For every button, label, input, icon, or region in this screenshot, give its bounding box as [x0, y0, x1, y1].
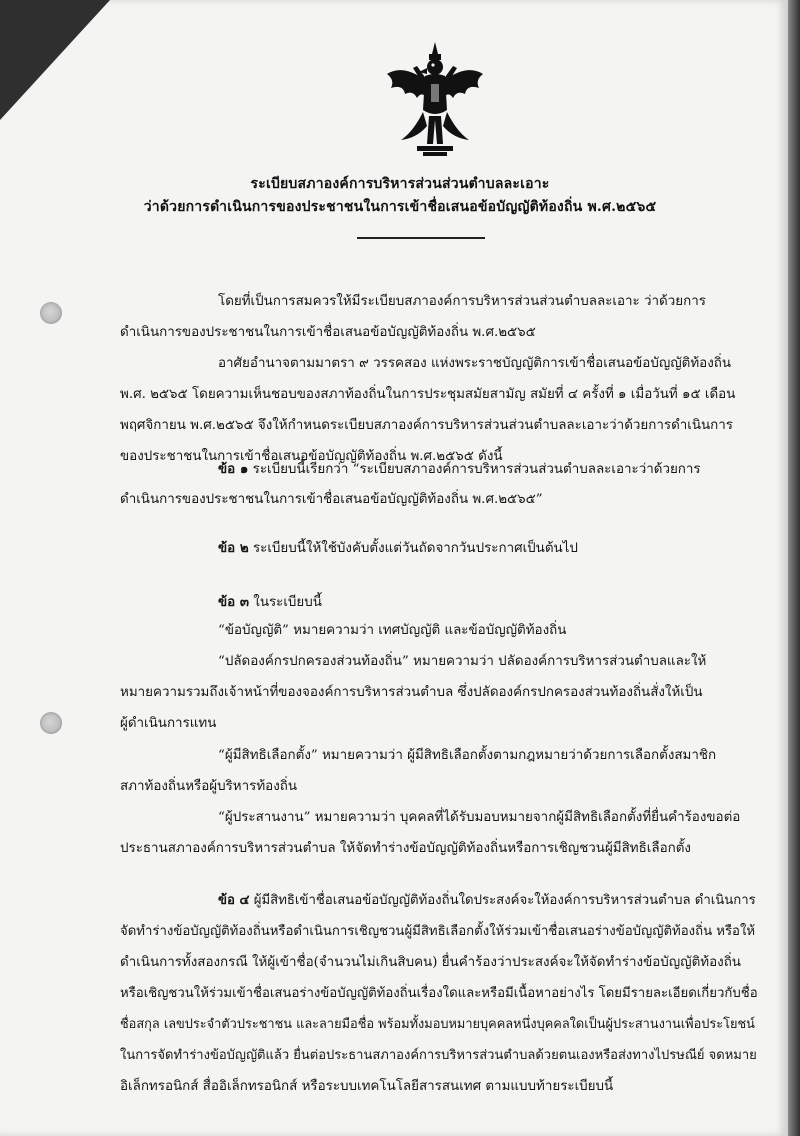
- definition-line: “ปลัดองค์กรปกครองส่วนท้องถิ่น” หมายความว่า ปลัดองค์การบริหารส่วนตำบลและให้: [218, 654, 707, 669]
- preamble-line: พฤศจิกายน พ.ศ.๒๕๖๕ จึงให้กำหนดระเบียบสภาองค์การบริหารส่วนส่วนตำบลละเอาะว่าด้วยการดำเนินการ: [120, 418, 734, 433]
- preamble-line: ดำเนินการของประชาชนในการเข้าชื่อเสนอข้อบัญญัติท้องถิ่น พ.ศ.๒๕๖๕: [120, 325, 536, 340]
- scan-edge: [788, 0, 800, 1136]
- clause-2: [218, 539, 578, 558]
- clause-4-line: ในการจัดทำร่างข้อบัญญัติแล้ว ยื่นต่อประธานสภาองค์การบริหารส่วนตำบลด้วยตนเองหรือส่งทางไปรษณีย์ จดหมาย: [120, 1048, 757, 1063]
- clause-3-text: ในระเบียบนี้: [253, 595, 322, 610]
- document-title: ระเบียบสภาองค์การบริหารส่วนส่วนตำบลละเอาะ: [250, 176, 550, 192]
- folded-corner: [0, 0, 110, 120]
- definition-line: ประธานสภาองค์การบริหารส่วนตำบล ให้จัดทำร่างข้อบัญญัติท้องถิ่นหรือการเชิญชวนผู้มีสิทธิเลือกตั้ง: [120, 841, 691, 856]
- definition-line: “ผู้มีสิทธิเลือกตั้ง” หมายความว่า ผู้มีสิทธิเลือกตั้งตามกฎหมายว่าด้วยการเลือกตั้งสมาชิก: [218, 748, 717, 763]
- clause-2-label: ข้อ ๒: [218, 540, 249, 556]
- definition-line: สภาท้องถิ่นหรือผู้บริหารท้องถิ่น: [120, 779, 297, 794]
- clause-4-line: ดำเนินการทั้งสองกรณี ให้ผู้เข้าชื่อ(จำนวนไม่เกินสิบคน) ยื่นคำร้องว่าประสงค์จะให้จัดทำร่างข้อบัญญัติท้องถิ่น: [120, 955, 741, 970]
- punch-hole: [40, 712, 62, 734]
- clause-4-label: ข้อ ๔: [218, 893, 250, 908]
- preamble-line: โดยที่เป็นการสมควรให้มีระเบียบสภาองค์การบริหารส่วนส่วนตำบลละเอาะ ว่าด้วยการ: [218, 294, 706, 309]
- clause-3-label: ข้อ ๓: [218, 594, 250, 610]
- clause-1-label: ข้อ ๑: [218, 461, 249, 477]
- clause-4-line: จัดทำร่างข้อบัญญัติท้องถิ่นหรือดำเนินการเชิญชวนผู้มีสิทธิเลือกตั้งให้ร่วมเข้าชื่อเสนอร่างข้อบัญญัติท้องถิ่น หรือให้: [120, 924, 756, 939]
- definition-line: หมายความรวมถึงเจ้าหน้าที่ของจองค์การบริหารส่วนตำบล ซึ่งปลัดองค์กรปกครองส่วนท้องถิ่นสั่งให้เป็น: [120, 685, 703, 700]
- preamble-line: พ.ศ. ๒๕๖๕ โดยความเห็นชอบของสภาท้องถิ่นในการประชุมสมัยสามัญ สมัยที่ ๔ ครั้งที่ ๑ เมื่อวันที่ ๑๕ เดือน: [120, 387, 736, 402]
- clause-1-text: ระเบียบนี้เรียกว่า “ระเบียบสภาองค์การบริหารส่วนส่วนตำบลละเอาะว่าด้วยการ: [252, 462, 701, 477]
- clause-3: [218, 593, 322, 612]
- punch-hole: [40, 302, 62, 324]
- definition-line: “ผู้ประสานงาน” หมายความว่า บุคคลที่ได้รับมอบหมายจากผู้มีสิทธิเลือกตั้งที่ยื่นคำร้องขอต่อ: [218, 810, 741, 825]
- clause-1-continued: ดำเนินการของประชาชนในการเข้าชื่อเสนอข้อบัญญัติท้องถิ่น พ.ศ.๒๕๖๕”: [120, 492, 543, 507]
- definition-line: “ข้อบัญญัติ” หมายความว่า เทศบัญญัติ และข้อบัญญัติท้องถิ่น: [218, 623, 567, 638]
- clause-4-line: อิเล็กทรอนิกส์ สื่ออิเล็กทรอนิกส์ หรือระบบเทคโนโลยีสารสนเทศ ตามแบบท้ายระเบียบนี้: [120, 1079, 614, 1094]
- garuda-emblem-icon: [383, 40, 487, 160]
- clause-4-line: ชื่อสกุล เลขประจำตัวประชาชน และลายมือชื่อ พร้อมทั้งมอบหมายบุคคลหนึ่งบุคคลใดเป็นผู้ประสานงานเพื่อประโยชน์: [120, 1017, 755, 1032]
- preamble-line: อาศัยอำนาจตามมาตรา ๙ วรรคสอง แห่งพระราชบัญญัติการเข้าชื่อเสนอข้อบัญญัติท้องถิ่น: [218, 356, 732, 371]
- preamble-line: ของประชาชนในการเข้าชื่อเสนอข้อบัญญัติท้องถิ่น พ.ศ.๒๕๖๕ ดังนี้: [120, 449, 503, 464]
- title-divider: [357, 237, 485, 239]
- document-subtitle: ว่าด้วยการดำเนินการของประชาชนในการเข้าชื่อเสนอข้อบัญญัติท้องถิ่น พ.ศ.๒๕๖๕: [143, 199, 657, 215]
- clause-2-text: ระเบียบนี้ให้ใช้บังคับตั้งแต่วันถัดจากวันประกาศเป็นต้นไป: [252, 541, 578, 556]
- clause-4: [218, 892, 756, 910]
- clause-4-text: ผู้มีสิทธิเข้าชื่อเสนอข้อบัญญัติท้องถิ่นใดประสงค์จะให้องค์การบริหารส่วนตำบล ดำเนินการ: [253, 893, 756, 908]
- clause-1: [218, 460, 701, 479]
- definition-line: ผู้ดำเนินการแทน: [120, 716, 217, 731]
- clause-4-line: หรือเชิญชวนให้ร่วมเข้าชื่อเสนอร่างข้อบัญญัติท้องถิ่นเรื่องใดและหรือมีเนื้อหาอย่างไร โดยมีรายละเอียดเกี่ยวกับชื่อ: [120, 986, 758, 1001]
